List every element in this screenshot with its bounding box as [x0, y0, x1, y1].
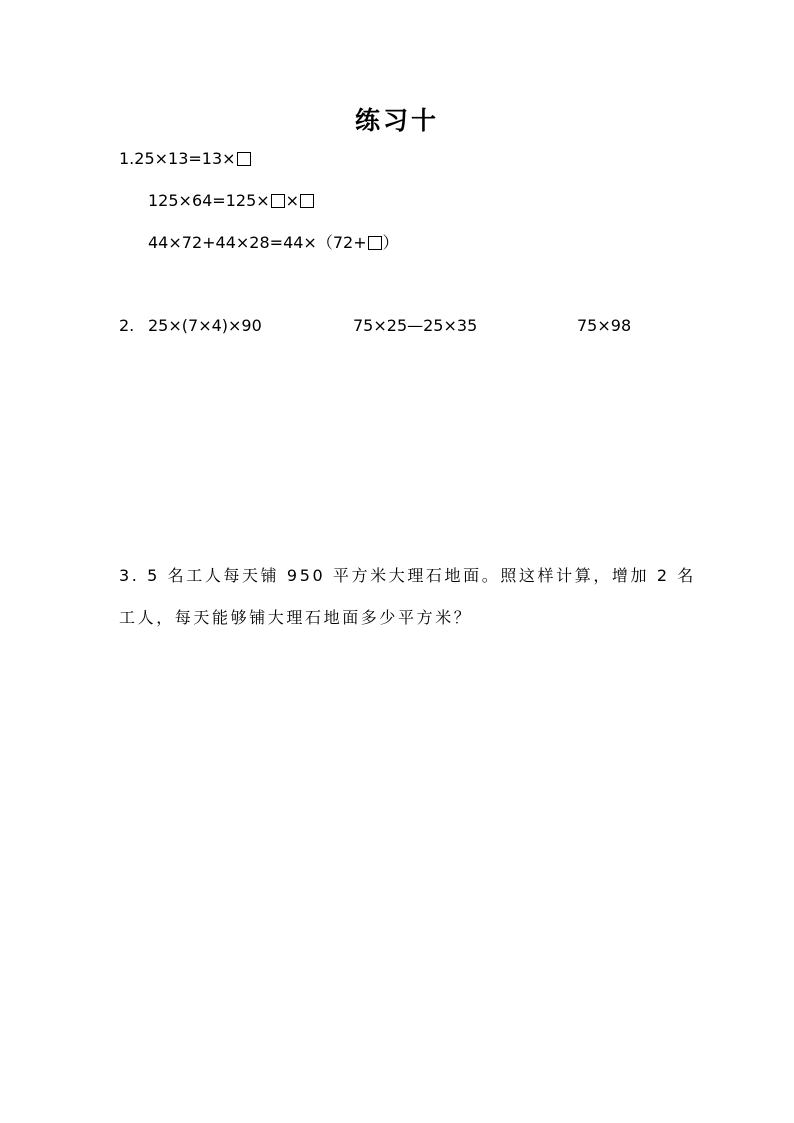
q1-expression-3b: ）	[382, 233, 399, 252]
q1-line-1	[119, 149, 252, 169]
q1-expression-2b: ×	[285, 191, 300, 210]
q1-number: 1.	[119, 149, 135, 168]
q3-line-2: 工人，每天能够铺大理石地面多少平方米？	[119, 608, 473, 627]
q1-expression-1: 25×13=13×	[134, 149, 236, 168]
answer-blank-box[interactable]	[271, 194, 285, 208]
q1-line-3	[148, 233, 399, 253]
q3-number: 3.	[119, 566, 140, 585]
q3-line-1	[119, 566, 696, 586]
q1-expression-3a: 44×72+44×28=44×（72+	[148, 233, 367, 252]
q1-expression-2a: 125×64=125×	[148, 191, 270, 210]
page-title: 练习十	[354, 106, 439, 135]
answer-blank-box[interactable]	[300, 194, 314, 208]
answer-blank-box[interactable]	[368, 236, 382, 250]
q1-line-2	[148, 191, 315, 211]
q2-expression-1: 25×(7×4)×90	[148, 316, 262, 335]
q2-expression-3: 75×98	[577, 316, 632, 335]
q3-text-1: 5 名工人每天铺 950 平方米大理石地面。照这样计算，增加 2 名	[147, 566, 696, 585]
q2-expression-2: 75×25—25×35	[353, 316, 478, 335]
answer-blank-box[interactable]	[237, 152, 251, 166]
q2-number: 2.	[119, 316, 135, 335]
